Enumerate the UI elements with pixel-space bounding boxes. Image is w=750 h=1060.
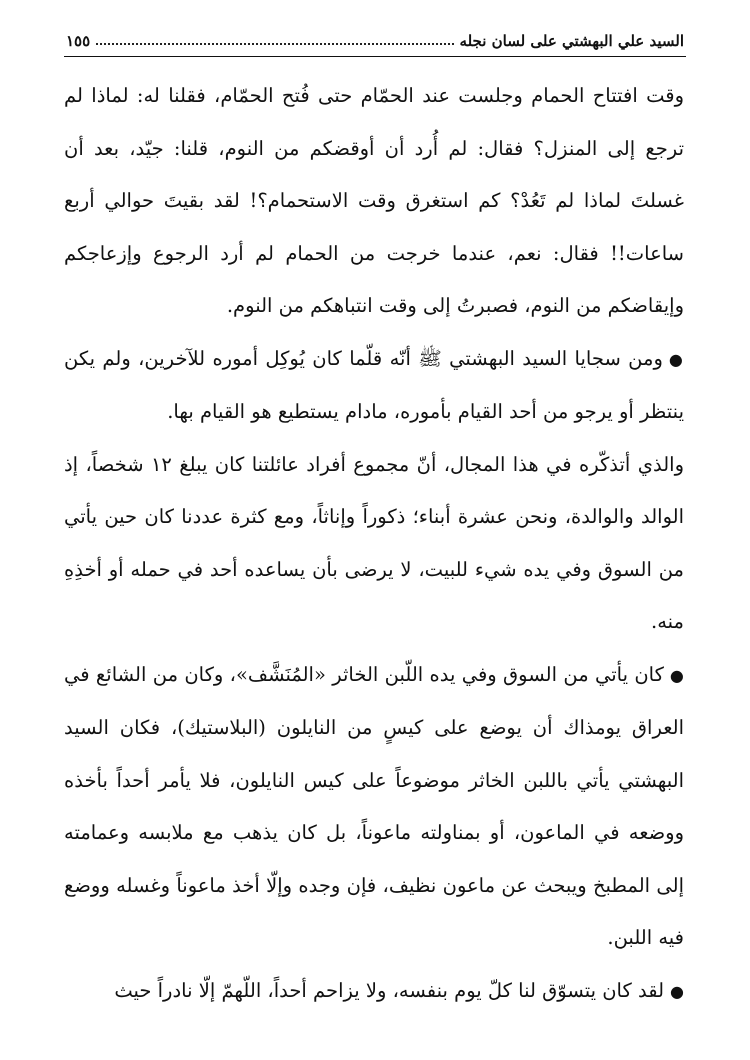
bullet-icon: ● bbox=[669, 665, 685, 685]
paragraph-text: ومن سجايا السيد البهشتي ﷺ أنّه قلّما كان يُوكِل أموره للآخرين، ولم يكن ينتظر أو يرجو من أحد القيام بأموره، مادام يستطيع هو القيام بها. bbox=[64, 346, 684, 423]
paragraph bbox=[64, 70, 684, 333]
header-rule bbox=[64, 56, 686, 57]
paragraph-text: لقد كان يتسوّق لنا كلّ يوم بنفسه، ولا يزاحم أحداً، اللّهمّ إلّا نادراً حيث bbox=[114, 978, 665, 1002]
page-number: ١٥٥ bbox=[66, 32, 91, 50]
page-body bbox=[64, 70, 684, 1018]
header-title: السيد علي البهشتي على لسان نجله bbox=[459, 32, 684, 50]
paragraph bbox=[64, 649, 684, 965]
bullet-icon: ● bbox=[668, 349, 684, 369]
bullet-icon: ● bbox=[670, 981, 684, 1001]
header-dot-leader bbox=[96, 43, 453, 45]
paragraph-text: والذي أتذكّره في هذا المجال، أنّ مجموع أفراد عائلتنا كان يبلغ ١٢ شخصاً، إذ الوالد والوالدة، ونحن عشرة أبناء؛ ذكوراً وإناثاً، ومع كثرة عددنا كان حين يأتي من السوق وفي يده شيء للبيت، لا يرضى بأن يساعده أحد في حمله أو أخذِهِ منه. bbox=[64, 452, 685, 633]
paragraph bbox=[64, 333, 684, 439]
paragraph-text: كان يأتي من السوق وفي يده اللّبن الخاثر «المُنَشَّف»، وكان من الشائع في العراق يومذاك أن يوضع على كيسٍ من النايلون (البلاستيك)، فكان السيد البهشتي يأتي باللبن الخاثر موضوعاً على كيس النايلون، فلا يأمر أحداً بأخذه ووضعه في الماعون، أو بمناولته ماعوناً، بل كان يذهب مع ملابسه وعمامته إلى المطبخ ويبحث عن ماعون نظيف، فإن وجده وإلّا أخذ ماعوناً وغسله ووضع فيه اللبن. bbox=[64, 662, 684, 949]
paragraph bbox=[64, 965, 684, 1019]
paragraph-text: وقت افتتاح الحمام وجلست عند الحمّام حتى فُتح الحمّام، فقلنا له: لماذا لم ترجع إلى المنزل؟ فقال: لم أُرد أن أوقضكم من النوم، قلنا: جيّد، بعد أن غسلتَ لماذا لم تَعُدْ؟ كم استغرق وقت الاستحمام؟! لقد بقيتَ حوالي أربع ساعات!! فقال: نعم، عندما خرجت من الحمام لم أرد الرجوع وإزعاجكم وإيقاضكم من النوم، فصبرتُ إلى وقت انتباهكم من النوم. bbox=[64, 84, 684, 317]
paragraph bbox=[64, 439, 684, 649]
running-header bbox=[66, 30, 684, 52]
